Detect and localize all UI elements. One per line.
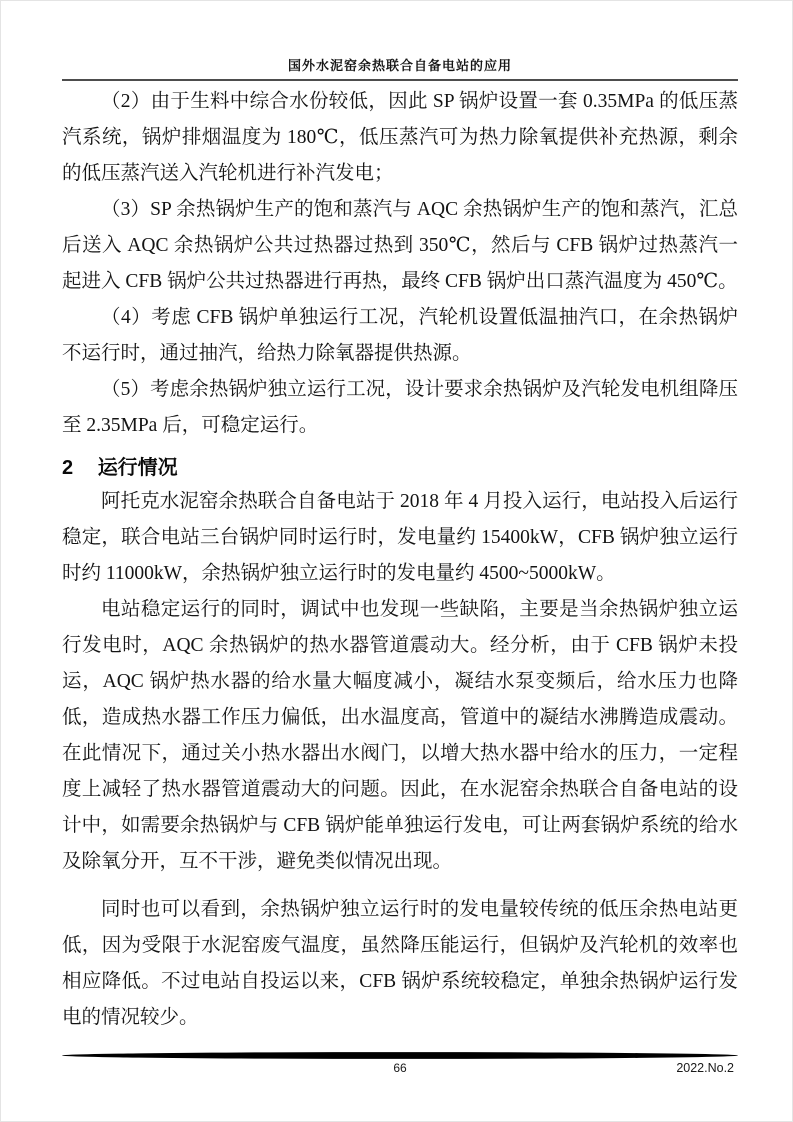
paragraph-item-3: （3）SP 余热锅炉生产的饱和蒸汽与 AQC 余热锅炉生产的饱和蒸汽，汇总后送入 AQC 余热锅炉公共过热器过热到 350℃，然后与 CFB 锅炉过热蒸汽一起进入 CFB 锅炉公共过热器进行再热，最终 CFB 锅炉出口蒸汽温度为 450℃。 [62, 199, 738, 292]
paragraph-operation-1: 阿托克水泥窑余热联合自备电站于 2018 年 4 月投入运行，电站投入后运行稳定，联合电站三台锅炉同时运行时，发电量约 15400kW，CFB 锅炉独立运行时约 11000kW，余热锅炉独立运行时的发电量约 4500~5000kW。 [62, 491, 738, 584]
section-title: 运行情况 [97, 457, 178, 479]
paragraph-operation-2: 电站稳定运行的同时，调试中也发现一些缺陷，主要是当余热锅炉独立运行发电时，AQC 余热锅炉的热水器管道震动大。经分析，由于 CFB 锅炉未投运，AQC 锅炉热水器的给水量大幅度减小，凝结水泵变频后，给水压力也降低，造成热水器工作压力偏低，出水温度高，管道中的凝结水沸腾造成震动。在此情况下，通过关小热水器出水阀门，以增大热水器中给水的压力，一定程度上减轻了热水器管道震动大的问题。因此，在水泥窑余热联合自备电站的设计中，如需要余热锅炉与 CFB 锅炉能单独运行发电，可让两套锅炉系统的给水及除氧分开，互不干涉，避免类似情况出现。 [62, 599, 738, 872]
running-header-title: 国外水泥窑余热联合自备电站的应用 [287, 58, 512, 73]
section-number: 2 [62, 457, 74, 479]
footer-rule-decoration [62, 1051, 738, 1060]
paragraph-operation-3: 同时也可以看到，余热锅炉独立运行时的发电量较传统的低压余热电站更低，因为受限于水泥窑废气温度，虽然降压能运行，但锅炉及汽轮机的效率也相应降低。不过电站自投运以来，CFB 锅炉系统较稳定，单独余热锅炉运行发电的情况较少。 [62, 899, 738, 1028]
page-number: 66 [393, 1061, 407, 1075]
footer-row [62, 1061, 738, 1077]
paragraph-item-5: （5）考虑余热锅炉独立运行工况，设计要求余热锅炉及汽轮发电机组降压至 2.35MPa 后，可稳定运行。 [62, 379, 738, 436]
issue-label: 2022.No.2 [676, 1061, 734, 1075]
page-footer [62, 1051, 738, 1077]
paragraph-item-2: （2）由于生料中综合水份较低，因此 SP 锅炉设置一套 0.35MPa 的低压蒸汽系统，锅炉排烟温度为 180℃，低压蒸汽可为热力除氧提供补充热源，剩余的低压蒸汽送入汽轮机进行补汽发电； [62, 91, 738, 184]
section-heading [62, 453, 738, 483]
header-rule [62, 79, 738, 81]
paragraph-item-4: （4）考虑 CFB 锅炉单独运行工况，汽轮机设置低温抽汽口，在余热锅炉不运行时，通过抽汽，给热力除氧器提供热源。 [62, 307, 738, 364]
article-body [62, 84, 738, 1036]
